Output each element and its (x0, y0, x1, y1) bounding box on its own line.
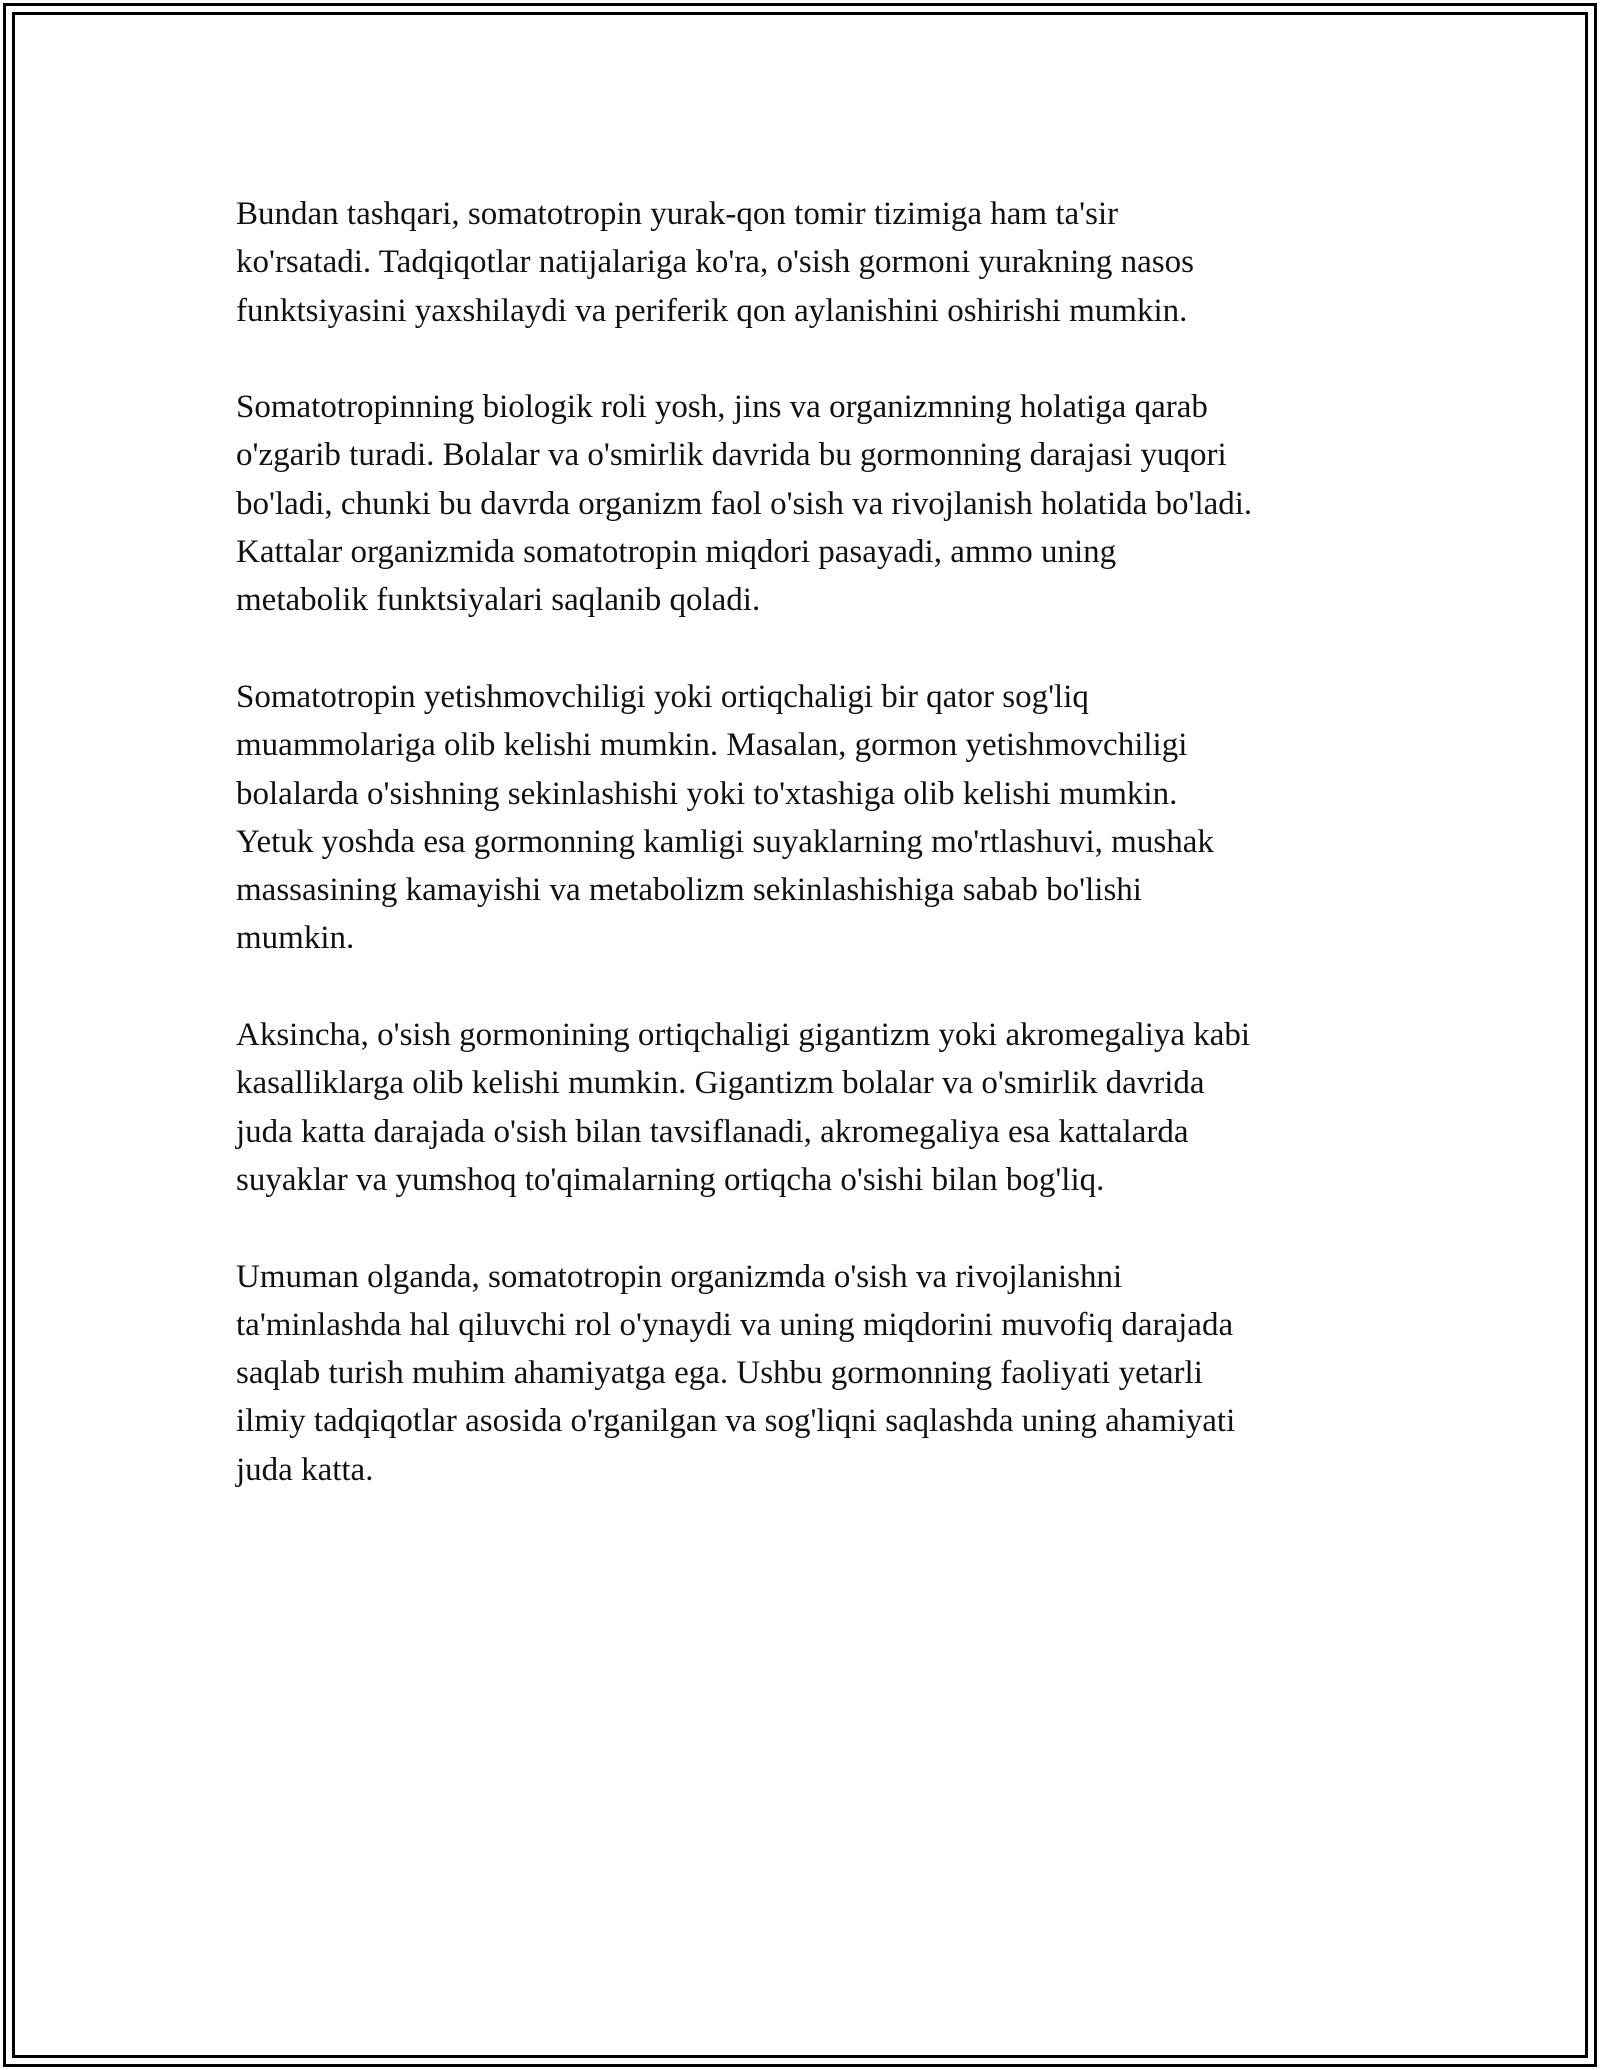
document-body (236, 190, 1386, 1542)
paragraph-biological-role: Somatotropinning biologik roli yosh, jins va organizmning holatiga qarab o'zgarib turadi. Bolalar va o'smirlik davrida bu gormonning darajasi yuqori bo'ladi, chunki bu davrda organizm faol o'sish va rivojlanish holatida bo'ladi. Kattalar organizmida somatotropin miqdori pasayadi, ammo uning metabolik funktsiyalari saqlanib qoladi. (236, 389, 1253, 619)
paragraph-cardiovascular: Bundan tashqari, somatotropin yurak-qon tomir tizimiga ham ta'sir ko'rsatadi. Tadqiqotlar natijalariga ko'ra, o'sish gormoni yurakning nasos funktsiyasini yaxshilaydi va periferik qon aylanishini oshirishi mumkin. (236, 196, 1194, 329)
paragraph-deficiency: Somatotropin yetishmovchiligi yoki ortiqchaligi bir qator sog'liq muammolariga olib kelishi mumkin. Masalan, gormon yetishmovchiligi bolalarda o'sishning sekinlashishi yoki to'xtashiga olib kelishi mumkin. Yetuk yoshda esa gormonning kamligi suyaklarning mo'rtlashuvi, mushak massasining kamayishi va metabolizm sekinlashishiga sabab bo'lishi mumkin. (236, 678, 1214, 957)
paragraph-conclusion: Umuman olganda, somatotropin organizmda o'sish va rivojlanishni ta'minlashda hal qiluvchi rol o'ynaydi va uning miqdorini muvofiq darajada saqlab turish muhim ahamiyatga ega. Ushbu gormonning faoliyati yetarli ilmiy tadqiqotlar asosida o'rganilgan va sog'liqni saqlashda uning ahamiyati juda katta. (236, 1258, 1236, 1488)
paragraph-excess: Aksincha, o'sish gormonining ortiqchaligi gigantizm yoki akromegaliya kabi kasalliklarga olib kelishi mumkin. Gigantizm bolalar va o'smirlik davrida juda katta darajada o'sish bilan tavsiflanadi, akromegaliya esa kattalarda suyaklar va yumshoq to'qimalarning ortiqcha o'sishi bilan bog'liq. (236, 1017, 1251, 1198)
